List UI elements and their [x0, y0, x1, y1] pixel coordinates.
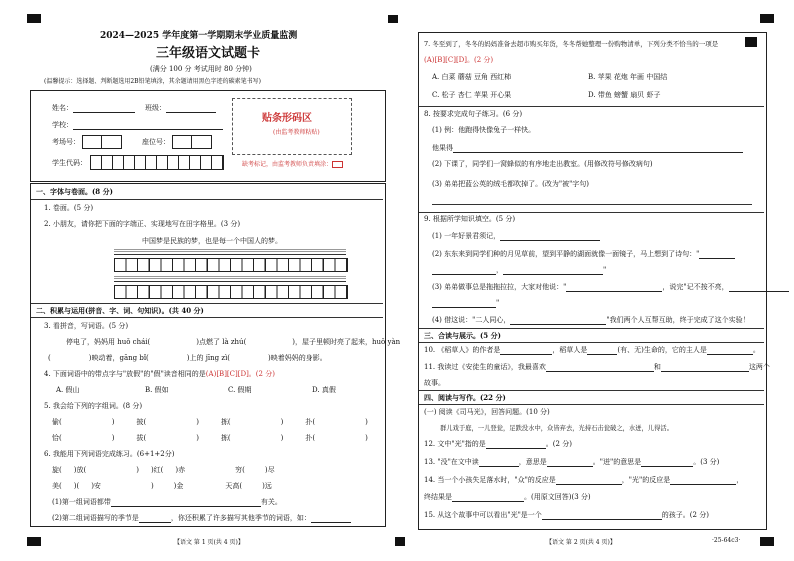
q11-blank1[interactable] [546, 364, 654, 372]
writing-grid-pinyin [114, 276, 346, 284]
q14-next: 终结果是 。(用原文回答)(3 分) [424, 493, 591, 501]
q15-blank[interactable] [542, 512, 662, 520]
seat-boxes[interactable] [172, 135, 212, 149]
q6-sub1-blank[interactable] [111, 499, 261, 507]
q4: 4. 下面词语中的带点字与"放假"的"假"读音相同的是(A)[B][C][D]。(2 分) [44, 370, 275, 378]
q6-row2: 美( )( )安 ) )金 天高( )远 [52, 482, 272, 490]
alignment-mark [395, 537, 405, 546]
q2-sentence: 中国梦是民族的梦，也是每一个中国人的梦。 [142, 237, 282, 245]
q6: 6. 我能用下列词语完成练习。(6+1+2分) [44, 450, 175, 458]
q7-option-d: D. 带鱼 螃蟹 扇贝 虾子 [588, 91, 661, 99]
name-label: 姓名： [52, 104, 135, 113]
student-code-label: 学生代码： [52, 159, 87, 167]
q8-1-answer: 他果得 [432, 144, 743, 153]
alignment-mark [27, 537, 41, 546]
q13-blank3[interactable] [641, 459, 693, 467]
q8-1-blank[interactable] [453, 145, 743, 153]
q9-2-blank2[interactable] [432, 267, 496, 275]
q9-2-cont: ， " [432, 266, 606, 275]
q8: 8. 按要求完成句子练习。(6 分) [424, 110, 523, 118]
q9-3-blank3[interactable] [432, 300, 496, 308]
q8-1: (1) 例：他跑得快像兔子一样快。 [432, 126, 536, 134]
alignment-mark [27, 14, 41, 23]
absent-checkbox[interactable] [332, 161, 343, 168]
alignment-mark [388, 15, 398, 23]
section-1-heading: 一、字体与卷面。(8 分) [36, 187, 113, 196]
q13-blank2[interactable] [547, 459, 593, 467]
page-footer-right: 【语文 第 2 页(共 4 页)】 [546, 539, 616, 546]
section-2-heading: 二、积累与运用(拼音、字、词、句知识)。(共 40 分) [36, 306, 204, 315]
q9-3: (3) 弟弟做事总是拖拖拉拉，大家对他说：" ，说完"记不按不亮， [432, 283, 789, 292]
q13: 13. "没"在文中读 ，意思是 。"迸"的意思是 。(3 分) [424, 458, 720, 466]
exam-header-line: 2024—2025 学年度第一学期期末学业质量监测 [100, 31, 298, 41]
q14-blank3[interactable] [452, 494, 524, 502]
q6-sub2-blank2[interactable] [311, 515, 351, 523]
q10-blank2[interactable] [587, 347, 617, 355]
q9-2-blank3[interactable] [503, 267, 603, 275]
q1: 1. 卷面。(5 分) [44, 204, 94, 212]
absent-note: 缺考标记，由监考教师负责填涂： [242, 160, 344, 169]
q7-option-a: A. 白菜 蘑菇 豆角 西红柿 [432, 73, 512, 81]
q6-row1: 旋( )放( ) )红( )赤 穷( )尽 [52, 466, 275, 474]
exam-code: ·25-64c3· [712, 537, 741, 544]
q9-3-blank1[interactable] [566, 284, 662, 292]
q8-3: (3) 弟弟把蓝公英的绒毛都吹掉了。(改为"被"字句) [432, 180, 590, 188]
q10-blank3[interactable] [707, 347, 753, 355]
q7: 7. 冬至到了，冬冬的妈妈准备去超市购买年货，冬冬帮她整理一份购物清单，下列分类不恰当的一项是 [424, 40, 719, 48]
q14: 14. 当一个小孩失足落水时，"众"的反应是 ，"光"的反应是 ， [424, 476, 744, 484]
q13-blank1[interactable] [479, 459, 519, 467]
writing-grid[interactable] [114, 258, 348, 272]
q6-sub2: (2)第二组词语描写的季节是 ，你还积累了许多描写其他季节的词语，如： [52, 514, 351, 523]
q14-blank1[interactable] [556, 477, 622, 485]
q10: 10. 《稻草人》的作者是 ，稻草人是 (有、无)生命的，它的主人是 。 [424, 346, 760, 354]
page-footer-left: 【语文 第 1 页(共 4 页)】 [174, 539, 244, 546]
q9-1: (1) 一年好景君须记， [432, 232, 600, 241]
q9-4: (4) 借这说："二人同心， "我们两个人互帮互助，终于完成了这个实验！ [432, 316, 750, 324]
exam-notice: (温馨提示：选择题、判断题选用2B铅笔填涂，其余题请用黑色字迹的碳素笔书写) [44, 78, 261, 85]
q3-line1: 停电了，妈妈用 huǒ chái( )点燃了 là zhú( )，屋子里顿时亮了起来，huǒ yàn [66, 338, 401, 346]
class-field[interactable] [166, 105, 216, 113]
q6-sub2-blank[interactable] [139, 515, 171, 523]
room-label: 考场号： [52, 138, 80, 146]
q5-row2: 恰( ) 拔( ) 拣( ) 扑( ) [52, 434, 368, 442]
reading-heading: (一) 阅读《司马光》，回答问题。(10 分) [424, 408, 550, 416]
q9-3-cont: " [432, 299, 499, 308]
q4-option-b: B. 假如 [145, 386, 169, 394]
section-3-heading-visible: 三、合读与展示。(5 分) [424, 331, 501, 340]
barcode-subtitle: (由监考教师粘贴) [273, 129, 320, 136]
page-title: 三年级语文试题卡 [156, 46, 261, 61]
room-boxes[interactable] [82, 135, 122, 149]
q7-answer-bubbles[interactable]: (A)[B][C][D]。(2 分) [424, 56, 494, 64]
student-code-boxes[interactable] [90, 155, 224, 170]
school-label: 学校： [52, 121, 223, 130]
q4-answer-bubbles[interactable]: (A)[B][C][D]。(2 分) [205, 370, 275, 378]
q9-2: (2) 东东来到同学们种的月见草前，望到平静的湖面就像一面镜子，马上想到了诗句：" [432, 250, 735, 259]
name-field[interactable] [73, 105, 135, 113]
q14-blank2[interactable] [670, 477, 736, 485]
exam-meta: (满分 100 分 考试用时 80 分钟) [150, 65, 252, 73]
q11-next: 故事。 [424, 379, 445, 387]
q7-option-b: B. 苹果 花炮 年画 中国结 [588, 73, 668, 81]
alignment-mark [760, 537, 774, 546]
q11: 11. 我读过《安徒生的童话》，我最喜欢 和 这两个 [424, 363, 770, 371]
barcode-title: 贴条形码区 [262, 113, 312, 124]
seat-label: 座位号： [142, 138, 170, 146]
section-4-heading: 四、阅读与写作。(22 分) [424, 393, 506, 402]
q2: 2. 小朋友，请你把下面的字端正、实现地写在田字格里。(3 分) [44, 220, 241, 228]
q8-3-blank[interactable] [432, 204, 752, 205]
class-label: 班级： [145, 104, 216, 113]
barcode-area [232, 98, 352, 155]
reading-passage: 群儿戏于庭，一儿登瓮，足跌没水中，众皆弃去，光持石击瓮破之，水迸，儿得活。 [440, 425, 673, 432]
q12-blank[interactable] [486, 441, 546, 449]
q4-option-d: D. 真假 [312, 386, 336, 394]
q11-blank2[interactable] [661, 364, 749, 372]
writing-grid-pinyin [114, 249, 346, 257]
q3-line2: ( )映动着，gāng bǐ( )上的 jīng zì( )映着妈妈的身影。 [48, 354, 327, 362]
q12: 12. 文中"光"指的是 。(2 分) [424, 440, 572, 448]
q3: 3. 看拼音，写词语。(5 分) [44, 322, 129, 330]
q9-4-blank[interactable] [510, 317, 606, 325]
q5-row1: 偷( ) 披( ) 拣( ) 扑( ) [52, 418, 368, 426]
q10-blank1[interactable] [500, 347, 552, 355]
q9-3-blank2[interactable] [729, 284, 789, 292]
q8-2: (2) 下课了，同学们一窝蜂似的有序地走出教室。(用修改符号修改病句) [432, 160, 653, 168]
alignment-mark [760, 14, 774, 23]
school-field[interactable] [73, 122, 223, 130]
q9-2-blank1[interactable] [699, 251, 735, 259]
q5: 5. 我会给下列的字组词。(8 分) [44, 402, 143, 410]
q9-1-blank[interactable] [500, 233, 600, 241]
q4-option-c: C. 假期 [228, 386, 252, 394]
writing-grid[interactable] [114, 285, 348, 299]
q9: 9. 根据所学知识填空。(5 分) [424, 215, 516, 223]
q6-sub1: (1)第一组词语都带 有关。 [52, 498, 282, 506]
q7-option-c: C. 松子 杏仁 苹果 开心果 [432, 91, 512, 99]
q15: 15. 从这个故事中可以看出"光"是一个 的孩子。(2 分) [424, 511, 709, 519]
q4-option-a: A. 假山 [56, 386, 80, 394]
